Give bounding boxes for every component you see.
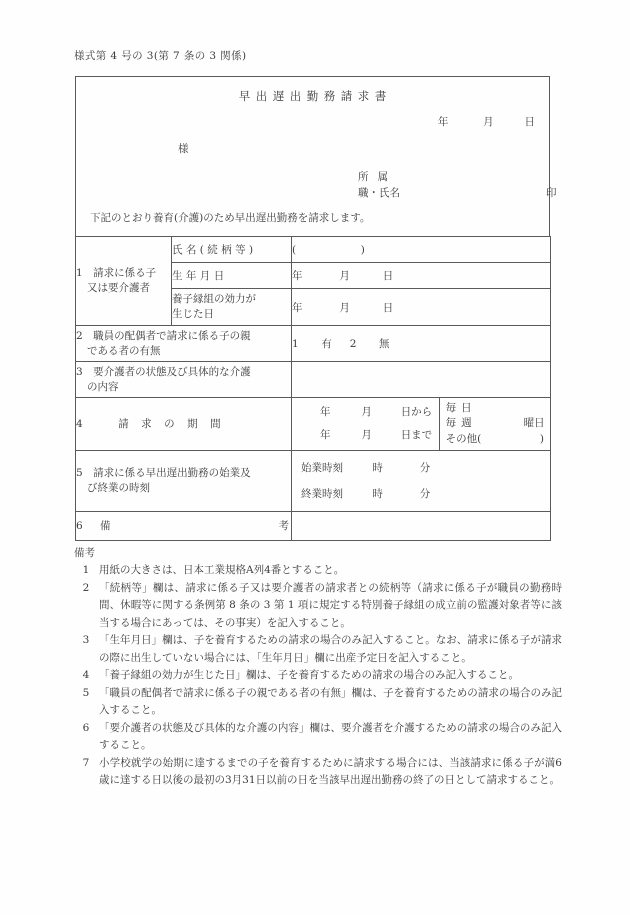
relation-paren-close: ) — [360, 243, 365, 256]
note-text: 「生年月日」欄は、子を養育するための請求の場合のみ記入すること。なお、請求に係る子が請求の際に出生していない場合には、「生年月日」欄に出産予定日を記入すること。 — [99, 634, 562, 664]
end-hour-label: 時 — [372, 488, 383, 500]
from-year-label: 年 — [320, 406, 331, 418]
start-time-line[interactable] — [292, 460, 550, 476]
frequency-daily-label: 毎日 — [445, 402, 477, 415]
row1-sub2-label — [172, 263, 292, 289]
affiliation-row — [358, 169, 400, 185]
date-month-label: 月 — [483, 116, 494, 128]
note-item — [74, 667, 566, 685]
date-year-label: 年 — [437, 116, 449, 128]
adoption-month-label: 月 — [339, 301, 350, 314]
row2-value-cell[interactable] — [292, 326, 551, 362]
row3-label-line2: の内容 — [87, 380, 119, 393]
adoption-label-line2: 生じた日 — [172, 308, 214, 320]
name-relation-label: 氏名(続柄等) — [172, 244, 257, 256]
submission-date-line — [438, 114, 535, 129]
adoption-year-label: 年 — [292, 301, 303, 314]
row4-label: 4 請求の期間 — [76, 417, 234, 430]
frequency-other-open: その他( — [445, 432, 482, 445]
start-minute-label: 分 — [419, 462, 431, 474]
row1-sub2-value[interactable] — [292, 263, 551, 289]
note-number: 5 — [82, 686, 90, 699]
name-row — [358, 185, 557, 201]
birthdate-label: 生年月日 — [172, 270, 228, 282]
frequency-other[interactable] — [446, 432, 544, 447]
note-number: 3 — [82, 634, 90, 646]
end-time-line[interactable] — [292, 486, 550, 502]
period-range-group[interactable] — [292, 398, 440, 450]
row5-label-cell — [76, 451, 292, 512]
row6-label-text: 備 — [100, 519, 111, 532]
from-day-label: 日から — [400, 406, 433, 418]
end-minute-label: 分 — [419, 488, 431, 500]
note-text: 小学校就学の始期に達するまでの子を養育するために請求する場合には、当該請求に係る子が満6歳に達する日以後の最初の3月31日以前の日を当該早出遅出勤務の終了の日として請求すること。 — [99, 756, 562, 786]
note-text: 「養子縁組の効力が生じた日」欄は、子を養育するための請求の場合のみ記入すること。 — [99, 669, 519, 681]
period-to-line — [292, 428, 439, 443]
row1-sub1-value[interactable] — [292, 237, 551, 263]
table-row — [76, 512, 551, 541]
frequency-weekday-label: 曜日 — [523, 417, 545, 430]
note-text: 「職員の配偶者で請求に係る子の親である者の有無」欄は、子を養育するための請求の場合のみ記入すること。 — [99, 686, 562, 716]
row6-value-cell[interactable] — [292, 512, 551, 541]
from-month-label: 月 — [361, 406, 372, 418]
to-month-label: 月 — [361, 429, 372, 441]
note-item — [74, 685, 566, 720]
frequency-other-close: ) — [539, 432, 544, 445]
start-time-label: 始業時刻 — [301, 462, 343, 474]
frequency-weekly[interactable] — [446, 416, 544, 431]
frequency-weekly-label: 毎週 — [445, 417, 477, 430]
frequency-daily[interactable] — [446, 401, 544, 416]
request-form-table — [75, 236, 551, 541]
row2-label-line2: である者の有無 — [87, 344, 161, 357]
table-row — [76, 326, 551, 362]
row1-label-line2: 又は要介護者 — [87, 282, 150, 294]
adoption-day-label: 日 — [382, 301, 394, 314]
row1-label-line1: 1 請求に係る子 — [76, 267, 157, 279]
row1-sub1-label — [172, 237, 292, 263]
period-from-line — [292, 405, 439, 420]
date-day-label: 日 — [524, 116, 535, 128]
note-number: 6 — [82, 721, 90, 734]
row6-label-text2: 考 — [278, 519, 289, 532]
note-text: 「要介護者の状態及び具体的な介護の内容」欄は、要介護者を介護するための請求の場合のみ記入すること。 — [99, 721, 562, 751]
table-row — [76, 398, 551, 451]
notes-title: 備考 — [74, 547, 95, 559]
row5-value-cell — [292, 451, 551, 512]
option-1-number: 1 — [292, 338, 299, 350]
row1-label-cell — [76, 237, 172, 326]
frequency-group[interactable] — [440, 398, 550, 450]
note-item — [74, 632, 566, 667]
relation-paren-open: ( — [292, 243, 297, 256]
to-day-label: 日まで — [400, 429, 433, 441]
note-number: 4 — [82, 669, 90, 681]
note-item — [74, 755, 566, 790]
row1-sub3-value[interactable] — [292, 289, 551, 326]
form-number: 様式第 4 号の 3(第 7 条の 3 関係) — [74, 50, 247, 62]
affiliation-label: 所属 — [358, 171, 397, 183]
note-number: 7 — [82, 756, 90, 769]
position-name-label: 職・氏名 — [358, 187, 400, 199]
row3-value-cell[interactable] — [292, 362, 551, 398]
table-row — [76, 362, 551, 398]
row2-label-cell — [76, 326, 292, 362]
form-header-box — [75, 76, 557, 236]
birth-month-label: 月 — [339, 270, 350, 282]
end-time-label: 終業時刻 — [301, 488, 343, 500]
note-text: 「続柄等」欄は、請求に係る子又は要介護者の請求者との続柄等（請求に係る子が職員の勤務時間、休暇等に関する条例第 8 条の 3 第 1 項に規定する特別養子縁組の成立前の監護対象者等に該当する場合にあっては、その事実）を記入すること。 — [99, 581, 562, 629]
row3-label-line1: 3 要介護者の状態及び具体的な介護 — [76, 365, 251, 378]
option-2-label[interactable]: 無 — [379, 338, 390, 350]
addressee-label: 様 — [178, 143, 189, 155]
option-2-number: 2 — [349, 338, 357, 350]
option-1-label[interactable]: 有 — [321, 338, 332, 350]
table-row — [76, 237, 551, 263]
note-item — [74, 562, 566, 580]
submitter-block — [358, 169, 557, 201]
note-text: 用紙の大きさは、日本工業規格A列4番とすること。 — [99, 564, 345, 576]
note-number: 2 — [82, 581, 90, 594]
notes-section — [74, 545, 566, 790]
adoption-label-line1: 養子縁組の効力が — [172, 293, 256, 305]
start-hour-label: 時 — [372, 462, 383, 474]
row4-value-cell — [292, 398, 551, 451]
row6-label-cell — [76, 512, 292, 541]
row3-label-cell — [76, 362, 292, 398]
to-year-label: 年 — [320, 429, 331, 441]
row5-label-line2: び終業の時刻 — [87, 482, 150, 494]
document-title: 早出遅出勤務請求書 — [238, 89, 392, 103]
row5-label-line1: 5 請求に係る早出遅出勤務の始業及 — [76, 467, 251, 479]
row2-label-line1: 2 職員の配偶者で請求に係る子の親 — [76, 329, 251, 342]
row4-label-cell — [76, 398, 292, 451]
note-item — [74, 580, 566, 633]
row1-sub3-label — [172, 289, 292, 326]
birth-day-label: 日 — [382, 270, 394, 282]
seal-label: 印 — [546, 187, 557, 199]
intro-statement: 下記のとおり養育(介護)のため早出遅出勤務を請求します。 — [90, 212, 371, 224]
note-number: 1 — [82, 564, 90, 576]
table-row — [76, 451, 551, 512]
row6-label-row — [76, 519, 291, 534]
note-item — [74, 720, 566, 755]
birth-year-label: 年 — [292, 270, 303, 282]
row6-label-num: 6 — [76, 519, 83, 532]
